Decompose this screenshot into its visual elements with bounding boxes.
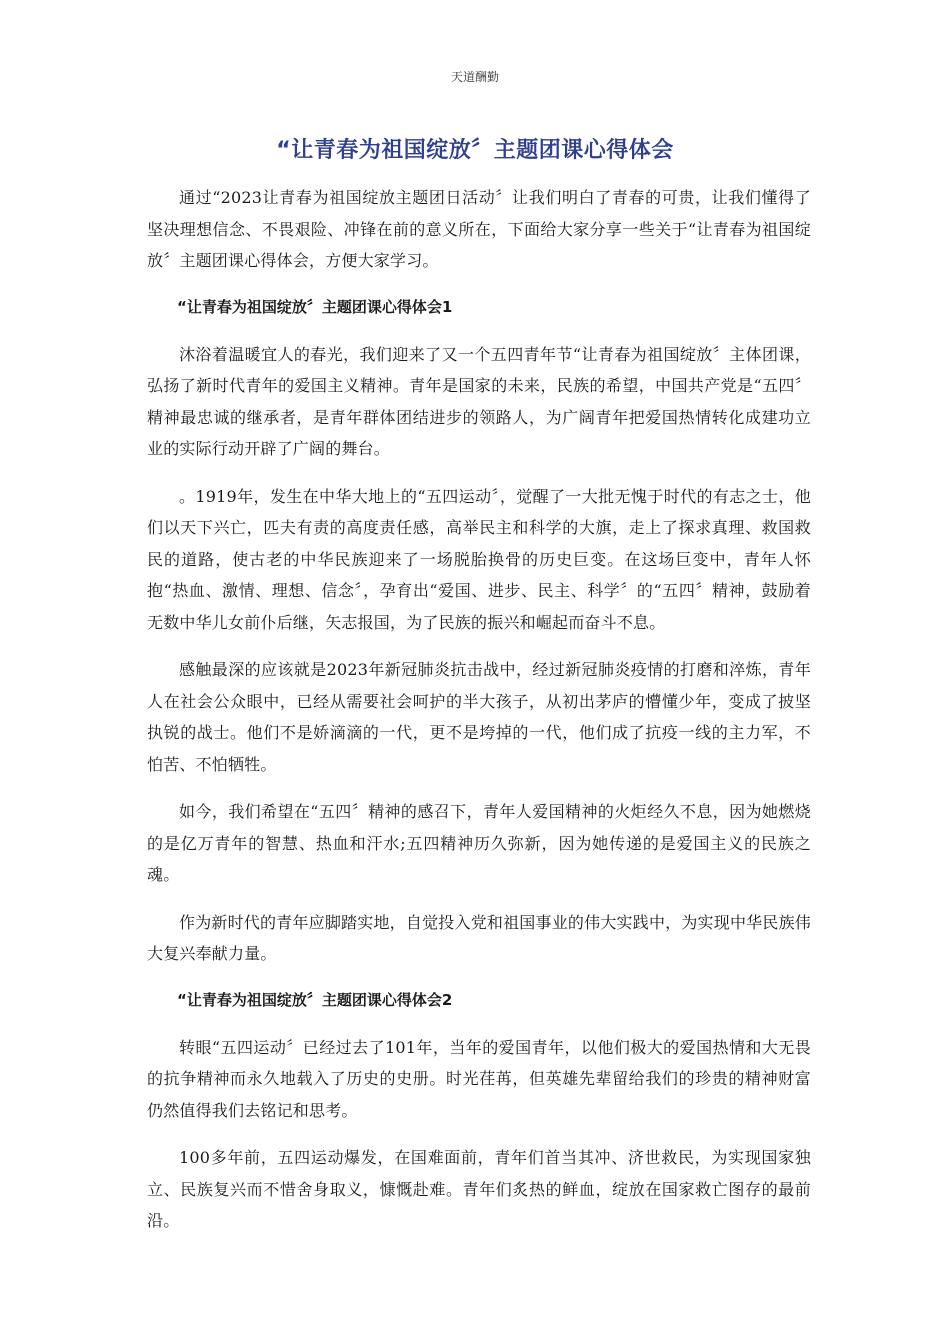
section-heading: “让青春为祖国绽放〞主题团课心得体会1 (177, 297, 453, 316)
body-paragraph: 作为新时代的青年应脚踏实地，自觉投入党和祖国事业的伟大实践中，为实现中华民族伟大复兴奉献力量。 (147, 912, 811, 963)
section-heading: “让青春为祖国绽放〞主题团课心得体会2 (177, 990, 453, 1009)
body-paragraph: 如今，我们希望在“五四〞精神的感召下，青年人爱国精神的火炬经久不息，因为她燃烧的是亿万青年的智慧、热血和汗水;五四精神历久弥新，因为她传递的是爱国主义的民族之魂。 (147, 802, 811, 884)
section-2 (147, 986, 811, 1237)
section-1 (147, 293, 811, 970)
document-body (147, 182, 811, 1253)
body-paragraph: 。1919年，发生在中华大地上的“五四运动〞，觉醒了一大批无愧于时代的有志之士，他们以天下兴亡，匹夫有责的高度责任感，高举民主和科学的大旗，走上了探求真理、救国救民的道路，使古老的中华民族迎来了一场脱胎换骨的历史巨变。在这场巨变中，青年人怀抱“热血、激情、理想、信念〞，孕育出“爱国、进步、民主、科学〞的“五四〞精神，鼓励着无数中华儿女前仆后继，矢志报国，为了民族的振兴和崛起而奋斗不息。 (147, 486, 811, 632)
header-watermark: 天道酬勤 (450, 70, 499, 84)
body-paragraph: 沐浴着温暖宜人的春光，我们迎来了又一个五四青年节“让青春为祖国绽放〞主体团课，弘扬了新时代青年的爱国主义精神。青年是国家的未来，民族的希望，中国共产党是“五四〞精神最忠诚的继承者，是青年群体团结进步的领路人，为广阔青年把爱国热情转化成建功立业的实际行动开辟了广阔的舞台。 (147, 344, 811, 458)
body-paragraph: 转眼“五四运动〞已经过去了101年，当年的爱国青年，以他们极大的爱国热情和大无畏的抗争精神而永久地载入了历史的史册。时光荏苒，但英雄先辈留给我们的珍贵的精神财富仍然值得我们去铭记和思考。 (147, 1037, 811, 1120)
body-paragraph: 感触最深的应该就是2023年新冠肺炎抗击战中，经过新冠肺炎疫情的打磨和淬炼，青年人在社会公众眼中，已经从需要社会呵护的半大孩子，从初出茅庐的懵懂少年，变成了披坚执锐的战士。他们不是娇滴滴的一代，更不是垮掉的一代，他们成了抗疫一线的主力军，不怕苦、不怕牺牲。 (147, 660, 811, 774)
body-paragraph: 100多年前，五四运动爆发，在国难面前，青年们首当其冲、济世救民，为实现国家独立、民族复兴而不惜舍身取义，慷慨赴难。青年们炙热的鲜血，绽放在国家救亡图存的最前沿。 (147, 1148, 811, 1230)
intro-paragraph: 通过“2023让青春为祖国绽放主题团日活动〞让我们明白了青春的可贵，让我们懂得了坚决理想信念、不畏艰险、冲锋在前的意义所在，下面给大家分享一些关于“让青春为祖国绽放〞主题团课心得体会，方便大家学习。 (147, 188, 811, 270)
document-title: “让青春为祖国绽放〞主题团课心得体会 (276, 138, 674, 163)
